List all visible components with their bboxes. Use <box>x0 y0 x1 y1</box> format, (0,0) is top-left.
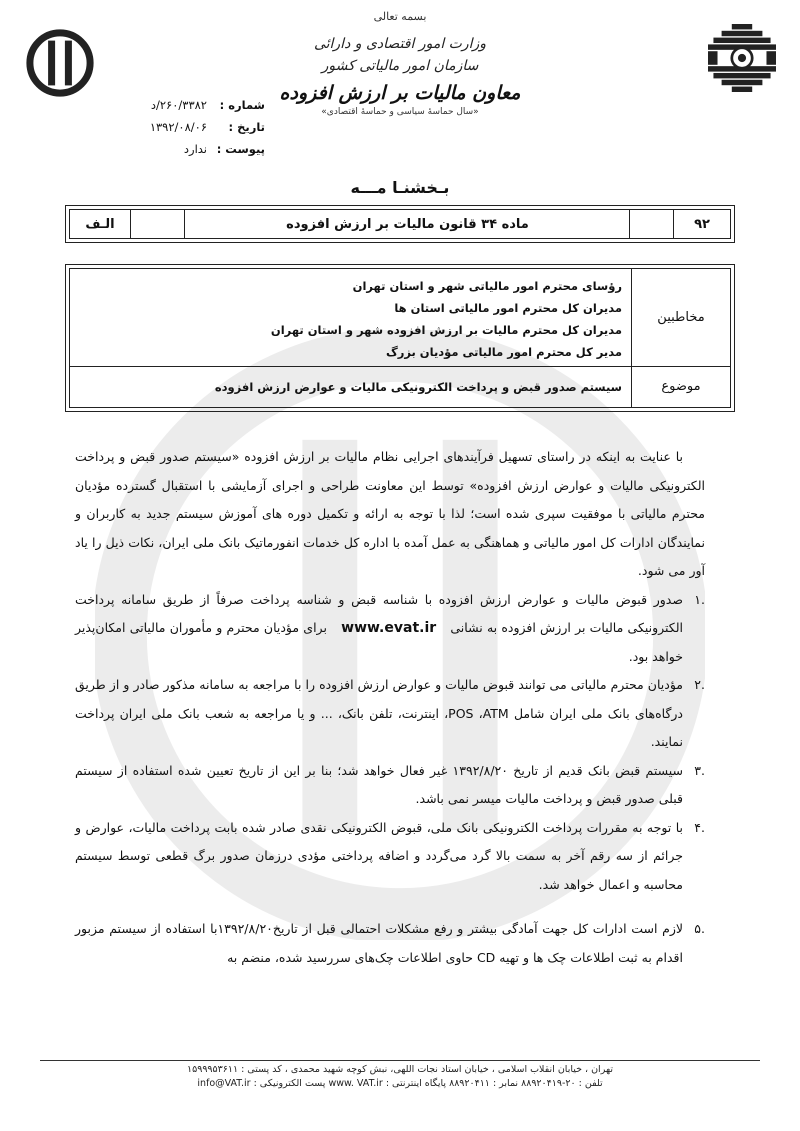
point-item <box>75 586 705 672</box>
circular-series: الـف <box>70 210 131 238</box>
addressee-item: مدیران کل محترم امور مالیاتی استان ها <box>394 301 622 315</box>
year-slogan: «سال حماسۀ سیاسی و حماسۀ اقتصادی» <box>321 107 479 117</box>
footer-contact: تلفن : ۲۰-۸۸۹۲۰۴۱۹ نمابر : ۸۸۹۲۰۴۱۱ پایگاه اینترنتی : www. VAT.ir پست الکترونیکی : info@VAT.ir <box>197 1078 603 1089</box>
point-number: .۲ <box>694 677 705 692</box>
addressee-item: مدیران کل محترم مالیات بر ارزش افزوده شهر و استان تهران <box>270 323 622 337</box>
date-value: ۱۳۹۲/۰۸/۰۶ <box>149 120 207 134</box>
intro-paragraph: با عنایت به اینکه در راستای تسهیل فرآیندهای اجرایی نظام مالیات بر ارزش افزوده «سیستم صدور قبض و پرداخت الکترونیکی مالیات و عوارض ارزش افزوده» توسط این معاونت طراحی و اجرای آزمایشی با استقبال گسترده مؤدیان محترم مالیاتی با موفقیت سپری شده است؛ لذا با توجه به ارائه و تکمیل دوره های آموزش سیستم جدید به کاربران و نمایندگان ادارات کل امور مالیاتی و هماهنگی به عمل آمده با اداره کل خدمات انفورماتیک بانک ملی ایران، نکات ذیل را یاد آور می شود. <box>75 449 705 578</box>
letter-body <box>75 443 705 972</box>
point-item <box>75 915 705 972</box>
number-value: ۲۶۰/۳۳۸۲/د <box>150 98 207 112</box>
points-list <box>75 586 705 973</box>
point-number: .۱ <box>694 591 705 607</box>
date-label: تاریخ : <box>228 120 265 134</box>
subject-text: سیستم صدور قبض و پرداخت الکترونیکی مالیات و عوارض ارزش افزوده <box>214 379 622 394</box>
meta-number-row <box>125 98 265 120</box>
footer <box>120 1063 680 1091</box>
addressee-item: مدیر کل محترم امور مالیاتی مؤدیان بزرگ <box>385 345 622 359</box>
point-number: .۴ <box>694 819 705 835</box>
footer-address: تهران ، خیابان انقلاب اسلامی ، خیابان استاد نجات اللهی، نبش کوچه شهید محمدی ، کد پستی : ۱۵۹۹۹۵۳۶۱۱ <box>187 1064 613 1075</box>
addressee-table <box>65 264 735 412</box>
point-number: .۵ <box>694 921 705 936</box>
meta-attachment-row <box>125 142 265 164</box>
title-table <box>65 205 735 243</box>
national-emblem-logo-icon <box>708 22 776 94</box>
footer-divider <box>40 1060 760 1061</box>
document-type-heading: بـخشنـا مـــه <box>350 178 450 197</box>
list-spacer <box>75 899 705 915</box>
point-item <box>75 814 705 900</box>
organization-name: سازمان امور مالیاتی کشور <box>321 58 479 74</box>
point-item <box>75 671 705 757</box>
addressees-label: مخاطبین <box>631 269 730 366</box>
tax-organization-logo-icon <box>25 28 95 98</box>
meta-date-row <box>125 120 265 142</box>
point-item <box>75 757 705 814</box>
bismillah: بسمه تعالی <box>373 10 427 23</box>
circular-title: ماده ۳۴ قانون مالیات بر ارزش افزوده <box>184 210 630 238</box>
point-text: سیستم قبض بانک قدیم از تاریخ ۱۳۹۲/۸/۲۰ غیر فعال خواهد شد؛ بنا بر این از تاریخ تعیین شده استفاده از سیستم قبلی صدور قبض و پرداخت مالیات میسر نمی باشد. <box>75 762 683 806</box>
attachment-label: پیوست : <box>216 142 265 156</box>
point-text: صدور قبوض مالیات و عوارض ارزش افزوده با شناسه قبض و شناسه پرداخت صرفاً از طریق سامانه پرداخت الکترونیکی مالیات بر ارزش افزوده به نشانی <box>75 591 683 635</box>
ministry-name: وزارت امور اقتصادی و دارائی <box>313 36 487 52</box>
point-text: با توجه به مقررات پرداخت الکترونیکی بانک ملی، قبوض الکترونیکی نقدی صادر شده بابت پرداخت مالیات، عوارض و جرائم از سه رقم آخر به سمت بالا گرد می‌گردد و اضافه پرداختی مؤدی درزمان صدور برگ قطعی توسط سیستم محاسبه و اعمال خواهد شد. <box>75 819 683 892</box>
addressees-row <box>70 269 730 367</box>
subject-row <box>70 366 730 407</box>
number-label: شماره : <box>219 98 265 112</box>
subject-label: موضوع <box>631 366 730 407</box>
point-text: برای مؤدیان محترم و مأموران مالیاتی امکان‌پذیر خواهد بود. <box>75 620 683 664</box>
attachment-value: ندارد <box>183 142 207 156</box>
point-text: لازم است ادارات کل جهت آمادگی بیشتر و رفع مشکلات احتمالی قبل از تاریخ۱۳۹۲/۸/۲۰با استفاده از سیستم مزبور اقدام به ثبت اطلاعات چک ها و تهیه CD حاوی اطلاعات چک‌های سررسید شده، منضم به <box>75 921 683 965</box>
addressees-list <box>80 275 622 363</box>
circular-number-spacer <box>629 210 674 238</box>
letterhead <box>260 10 540 117</box>
addressee-item: رؤسای محترم امور مالیاتی شهر و استان تهران <box>352 279 622 293</box>
evat-url-link[interactable]: www.evat.ir <box>341 620 437 636</box>
letter-meta <box>125 98 265 164</box>
deputy-name: معاون مالیات بر ارزش افزوده <box>279 82 521 104</box>
circular-number: ۹۲ <box>673 210 730 238</box>
point-number: .۳ <box>694 762 705 778</box>
point-text: مؤدیان محترم مالیاتی می توانند قبوض مالیات و عوارض ارزش افزوده را با مراجعه به سامانه مذکور صادر و از طریق درگاه‌های بانک ملی ایران شامل POS ،ATM، اینترنت، تلفن بانک، ... و یا مراجعه به شعب بانک ملی ایران پرداخت نمایند. <box>75 677 684 749</box>
